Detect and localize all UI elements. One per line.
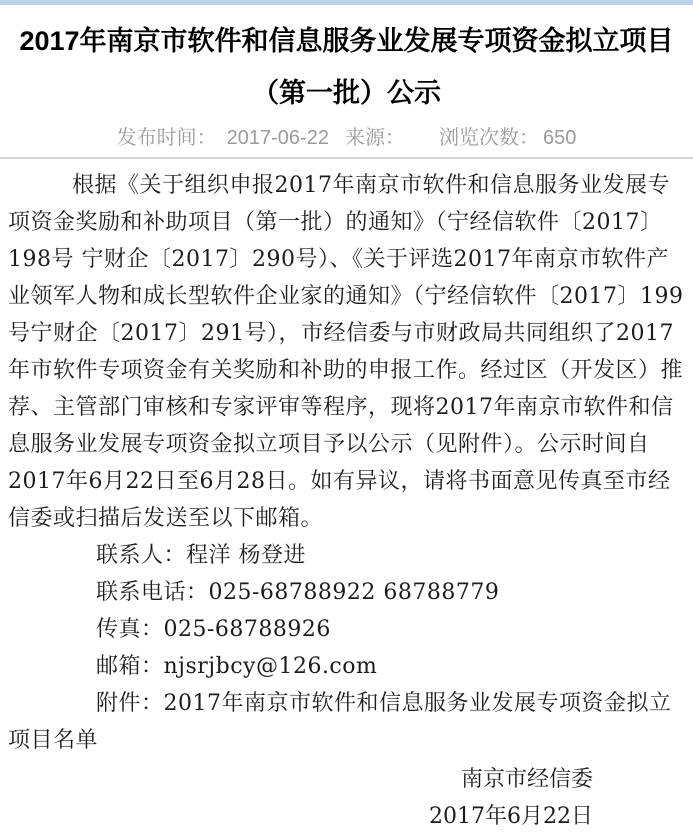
view-count-label: 浏览次数： [438, 127, 539, 149]
contact-person-line: 联系人：程洋 杨登进 [96, 543, 306, 568]
title-line-2: （第一批）公示 [252, 78, 441, 109]
article-body [0, 167, 693, 835]
publish-time-value: 2017-06-22 [226, 127, 329, 149]
title-line-1 [10, 15, 683, 68]
contact-phone-line: 联系电话：025-68788922 68788779 [96, 580, 500, 605]
view-count-value: 650 [542, 127, 577, 149]
main-paragraph: 根据《关于组织申报2017年南京市软件和信息服务业发展专项资金奖励和补助项目（第一批）的通知》（宁经信软件〔2017〕198号 宁财企〔2017〕290号）、《关于评选2017年南京市软件产业领军人物和成长型软件企业家的通知》（宁经信软件〔2017〕199号宁财企〔2017〕291号），市经信委与市财政局共同组织了2017年市软件专项资金有关奖励和补助的申报工作。经过区（开发区）推荐、主管部门审核和专家评审等程序，现将2017年南京市软件和信息服务业发展专项资金拟立项目予以公示（见附件）。公示时间自2017年6月22日至6月28日。如有异议，请将书面意见传真至市经信委或扫描后发送至以下邮箱。 [8, 173, 684, 531]
title-line-1-text: 年南京市软件和信息服务业发展专项资金拟立项目 [79, 26, 674, 57]
email-line: 邮箱：njsrjbcy@126.com [96, 654, 378, 679]
meta-bar [0, 123, 693, 153]
attachment-line: 附件：2017年南京市软件和信息服务业发展专项资金拟立项目名单 [8, 691, 672, 753]
publish-time-label: 发布时间： [116, 127, 217, 149]
title-year: 2017 [19, 26, 80, 56]
page-title [10, 15, 683, 120]
meta-divider [0, 157, 693, 159]
source-label: 来源： [344, 127, 405, 149]
signature-org: 南京市经信委 [460, 767, 593, 792]
signature-date: 2017年6月22日 [429, 804, 593, 829]
fax-line: 传真：025-68788926 [96, 617, 331, 642]
top-accent-strip [0, 0, 693, 5]
